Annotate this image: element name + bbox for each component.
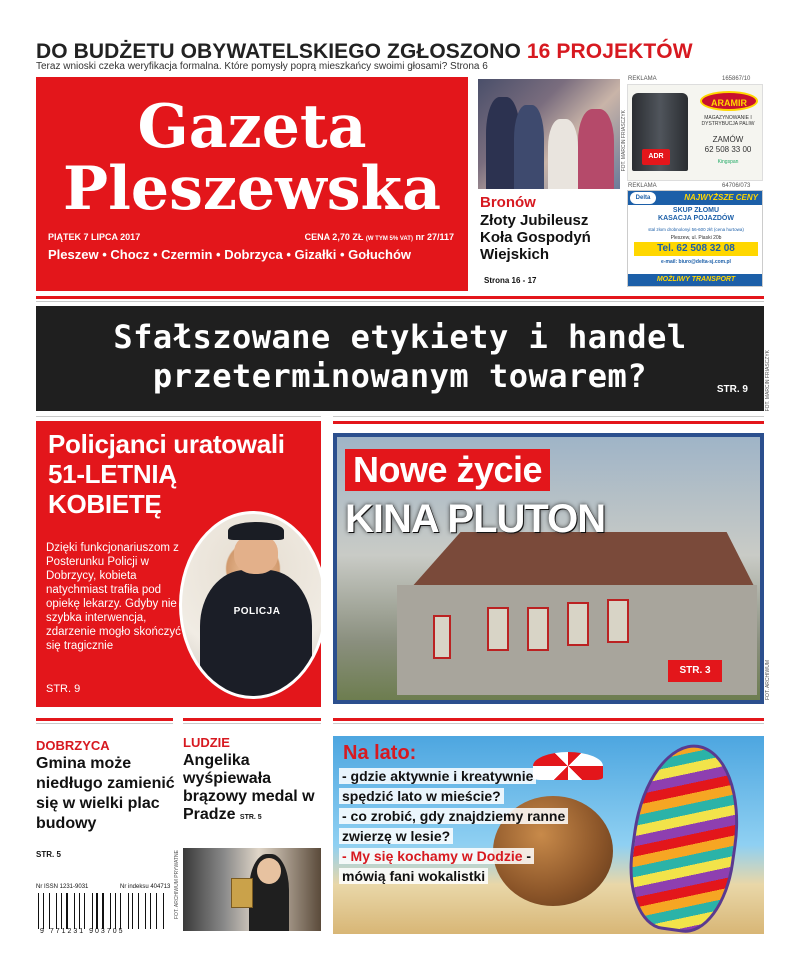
barcode-bar (154, 893, 155, 929)
issue-date: PIĄTEK 7 LIPCA 2017 (48, 232, 141, 242)
building-window (607, 599, 629, 643)
barcode-bar (38, 893, 39, 929)
diploma-image (231, 878, 253, 908)
summer-item: - co zrobić, gdy znajdziemy ranne zwierzę w lesie? (339, 806, 569, 846)
top-headline-highlight: 16 PROJEKTÓW (526, 40, 693, 63)
barcode-bar (52, 893, 53, 929)
barcode-bar (132, 893, 133, 929)
summer-item (339, 846, 569, 886)
aramir-phone (694, 135, 762, 155)
delta-transport: MOŻLIWY TRANSPORT (628, 274, 763, 286)
barcode-bar (83, 893, 84, 929)
barcode-bar (123, 893, 125, 929)
aramir-phone-label: ZAMÓW (712, 135, 744, 144)
aramir-ad[interactable] (627, 84, 763, 181)
section-divider (36, 718, 173, 721)
ad-code: 64706/073 (722, 183, 751, 189)
flip-flop-image (620, 738, 749, 934)
building-window (433, 615, 451, 659)
barcode-bar (110, 893, 111, 929)
barcode-bar (43, 893, 44, 929)
section-divider (333, 421, 764, 424)
delta-phone: Tel. 62 508 32 08 (634, 242, 758, 256)
main-headline-page: STR. 9 (716, 384, 748, 395)
ludzie-title-text: Angelika wyśpiewała brązowy medal w Pradze (183, 752, 315, 823)
logo-line-2: Pleszewska (63, 154, 441, 224)
photo-person (578, 109, 614, 189)
barcode-bar (40, 893, 41, 929)
dobrzyca-title[interactable]: Gmina może niedługo zamienić się w wielki plac budowy (36, 755, 175, 832)
aramir-description: MAGAZYNOWANIE I DYSTRYBUCJA PALIW (701, 115, 755, 127)
main-headline-banner[interactable] (36, 306, 764, 411)
barcode-bar (58, 893, 59, 929)
ad-code: 165867/10 (722, 76, 751, 82)
ludzie-credit: FOT. ARCHIWUM PRYWATNE (174, 850, 180, 920)
building-roof (377, 532, 757, 592)
summer-item: - gdzie aktywnie i kreatywnie spędzić lato w mieście? (339, 766, 569, 806)
photo-person (514, 105, 544, 189)
summer-item-rest: - mówią fani wokalistki (342, 848, 532, 884)
police-title-line-1: Policjanci uratowali (48, 429, 285, 459)
barcode-bar (92, 893, 93, 929)
ludzie-photo (183, 848, 321, 931)
delta-headline: NAJWYŻSZE CENY (628, 191, 763, 205)
bronow-title[interactable]: Złoty Jubileusz Koła Gospodyń Wiejskich (480, 212, 591, 263)
logo-line-1: Gazeta (137, 92, 367, 162)
police-title (48, 429, 318, 519)
bronow-kicker: Bronów (480, 194, 536, 211)
section-divider (36, 296, 764, 299)
section-divider (36, 301, 764, 302)
barcode-bar (156, 893, 157, 929)
dobrzyca-kicker: DOBRZYCA (36, 738, 110, 753)
barcode-bar (145, 893, 147, 929)
kino-page: STR. 3 (668, 660, 722, 682)
barcode-bar (118, 893, 119, 929)
index-number: Nr indeksu 404713 (120, 884, 171, 890)
barcode-bar (141, 893, 142, 929)
officer-cap (228, 522, 284, 540)
barcode-bar (66, 893, 68, 929)
vat-note: (W TYM 5% VAT) (365, 236, 413, 242)
kino-credit: FOT. ARCHIWUM (765, 660, 771, 700)
officer-head (234, 534, 278, 574)
barcode-bar (163, 893, 164, 929)
barcode-bar (46, 893, 48, 929)
barcode-bar (136, 893, 137, 929)
issn-number: Nr ISSN 1231-9031 (36, 884, 89, 890)
barcode-number: 9 771231 903705 (40, 928, 125, 935)
girl-face (257, 858, 281, 884)
kino-pluton-story[interactable] (333, 433, 764, 704)
summer-item-highlight: - My się kochamy w Dodzie (342, 848, 523, 864)
masthead (36, 77, 468, 291)
aramir-logo: ARAMIR (700, 91, 758, 111)
officer-body (200, 570, 312, 699)
photo-person (548, 119, 578, 189)
building-window (527, 607, 549, 651)
police-title-line-2: 51-LETNIĄ (48, 459, 177, 489)
delta-address: Pleszew, ul. Piaski 20b (670, 235, 722, 241)
kingspan-logo: Kingspan (717, 159, 739, 165)
kino-title-line-1: Nowe życie (345, 449, 550, 491)
section-divider (333, 723, 764, 724)
building-window (567, 602, 589, 646)
delta-services (632, 207, 760, 223)
police-body: Dzięki funkcjonariuszom z Posterunku Policji w Dobrzycy, kobieta natychmiast trafiła pod opiekę lekarzy. Gdyby nie szybka interwencja, zdarzenie mogło skończyć się tragicznie (46, 542, 181, 652)
barcode-bar (61, 893, 62, 929)
ad-label: REKLAMA (628, 183, 657, 189)
banner-credit: FOT. MARCIN FRIASCZYK (765, 350, 771, 412)
barcode-bar (56, 893, 57, 929)
delta-skup-2: KASACJA POJAZDÓW (658, 215, 734, 222)
bronow-page: Strona 16 - 17 (484, 276, 537, 285)
section-divider (36, 723, 173, 724)
ludzie-title[interactable] (183, 752, 323, 827)
price: CENA 2,70 ZŁ (304, 232, 364, 242)
barcode-bar (106, 893, 107, 929)
police-title-line-3: KOBIETĘ (48, 489, 162, 519)
barcode-bar (128, 893, 129, 929)
barcode-bar (79, 893, 80, 929)
barcode-bar (164, 893, 166, 929)
barcode-bar (138, 893, 139, 929)
summer-list (339, 766, 569, 886)
barcode-bar (111, 893, 112, 929)
top-headline-text: DO BUDŻETU OBYWATELSKIEGO ZGŁOSZONO (36, 40, 521, 63)
barcode-bar (147, 893, 148, 929)
adr-badge: ADR (642, 149, 670, 165)
main-headline-line-1: Sfałszowane etykiety i handel (113, 318, 687, 356)
barcode-bar (129, 893, 130, 929)
delta-skup-1: SKUP ZŁOMU (672, 207, 720, 214)
dobrzyca-page: STR. 5 (36, 850, 61, 859)
delta-email: e-mail: biuro@delta-sj.com.pl (661, 259, 731, 265)
summer-heading: Na lato: (343, 742, 417, 764)
bronow-photo[interactable] (478, 79, 620, 189)
barcode-bar (49, 893, 50, 929)
top-subline: Teraz wnioski czeka weryfikacja formalna. Które pomysły poprą mieszkańcy swoimi głosami? Strona 6 (36, 61, 488, 72)
barcode-bar (159, 893, 160, 929)
police-story[interactable] (36, 421, 321, 707)
barcode-bar (65, 893, 66, 929)
barcode (38, 893, 168, 929)
delta-price-line: stal złom drobnolonyi 56-600 zł/t (cena hurtowa) (648, 227, 744, 232)
aramir-phone-number: 62 508 33 00 (704, 145, 752, 154)
section-divider (183, 723, 321, 724)
police-vest-text: POLICJA (233, 606, 281, 617)
barcode-bar (102, 893, 104, 929)
main-headline (36, 318, 764, 396)
barcode-bar (84, 893, 85, 929)
section-divider (183, 718, 321, 721)
section-divider (36, 416, 321, 417)
issue-price (305, 232, 454, 242)
delta-ad[interactable] (627, 190, 763, 287)
towns-list: Pleszew • Chocz • Czermin • Dobrzyca • Gizałki • Gołuchów (48, 247, 412, 262)
barcode-bar (74, 893, 75, 929)
police-officer-photo (179, 511, 321, 699)
summer-feature[interactable] (333, 736, 764, 934)
police-page: STR. 9 (46, 683, 81, 695)
barcode-bar (101, 893, 102, 929)
section-divider (333, 416, 764, 417)
delta-logo: Delta (630, 192, 656, 204)
ludzie-kicker: LUDZIE (183, 735, 230, 750)
barcode-bar (96, 893, 97, 929)
building-window (487, 607, 509, 651)
ludzie-page: STR. 5 (239, 814, 262, 821)
ad-label: REKLAMA (628, 76, 657, 82)
main-headline-line-2: przeterminowanym towarem? (152, 357, 648, 395)
barcode-bar (120, 893, 121, 929)
barcode-bar (70, 893, 71, 929)
barcode-bar (150, 893, 151, 929)
barcode-bar (76, 893, 77, 929)
issue-number: nr 27/117 (415, 232, 454, 242)
bronow-photo-credit: FOT. MARCIN FRIASCZYK (621, 110, 627, 172)
section-divider (333, 718, 764, 721)
kino-title-line-2: KINA PLUTON (345, 497, 606, 541)
barcode-bar (94, 893, 95, 929)
barcode-bar (87, 893, 89, 929)
barcode-bar (115, 893, 116, 929)
